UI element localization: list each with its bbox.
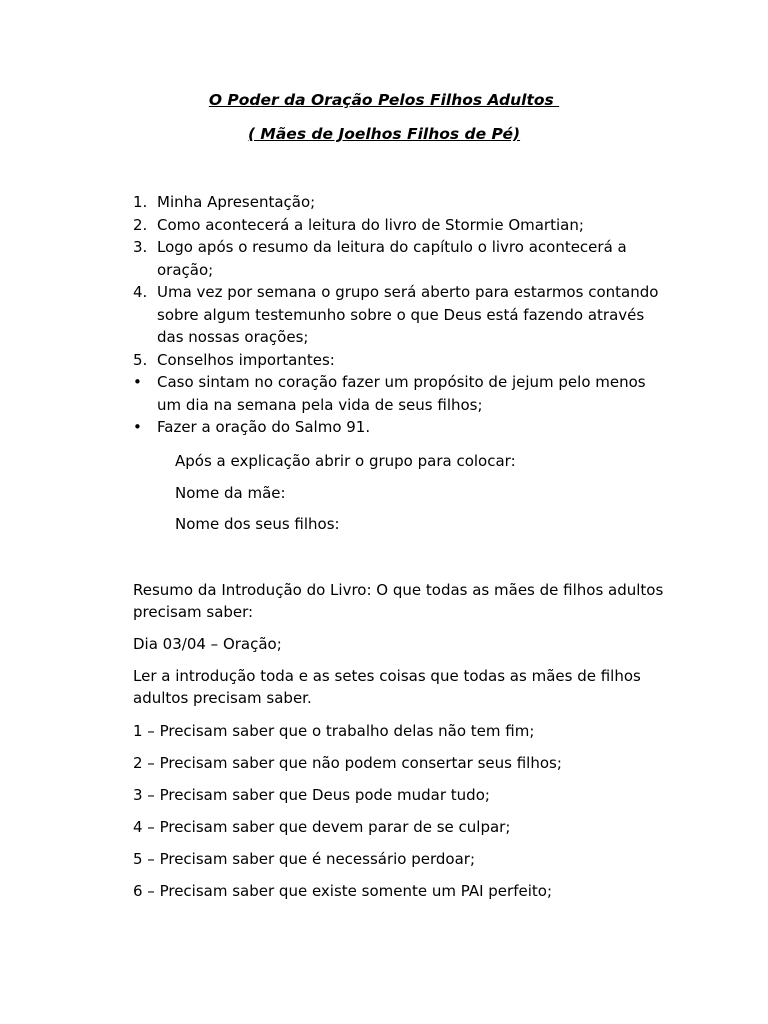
document-title: O Poder da Oração Pelos Filhos Adultos [208, 91, 560, 109]
instruction-line: Após a explicação abrir o grupo para colocar: [175, 452, 516, 470]
summary-point: 4 – Precisam saber que devem parar de se culpar; [133, 818, 511, 836]
list-item-text: Minha Apresentação; [157, 193, 316, 211]
list-item [133, 236, 673, 281]
summary-point: 3 – Precisam saber que Deus pode mudar tudo; [133, 786, 490, 804]
list-item [133, 349, 673, 372]
bullet-icon: • [133, 418, 142, 436]
children-names-label: Nome dos seus filhos: [175, 515, 340, 533]
bullet-item-text: Caso sintam no coração fazer um propósito de jejum pelo menos um dia na semana pela vida de seus filhos; [157, 373, 646, 414]
summary-point: 6 – Precisam saber que existe somente um PAI perfeito; [133, 882, 552, 900]
list-item-text: Uma vez por semana o grupo será aberto para estarmos contando sobre algum testemunho sobre o que Deus está fazendo através das nossas orações; [157, 283, 659, 346]
list-number: 2. [133, 215, 148, 234]
summary-read: Ler a introdução toda e as setes coisas que todas as mães de filhos adultos precisam saber. [133, 667, 641, 707]
summary-point: 5 – Precisam saber que é necessário perdoar; [133, 850, 476, 868]
agenda-list [133, 191, 673, 439]
document-subtitle: ( Mães de Joelhos Filhos de Pé) [247, 125, 521, 143]
summary-day: Dia 03/04 – Oração; [133, 635, 282, 653]
summary-intro: Resumo da Introdução do Livro: O que todas as mães de filhos adultos precisam saber: [133, 581, 664, 621]
bullet-item-text: Fazer a oração do Salmo 91. [157, 418, 371, 436]
list-item-text: Logo após o resumo da leitura do capítulo o livro acontecerá a oração; [157, 238, 627, 279]
mother-name-label: Nome da mãe: [175, 484, 286, 502]
summary-point: 2 – Precisam saber que não podem consertar seus filhos; [133, 754, 562, 772]
list-item [133, 191, 673, 214]
summary-point: 1 – Precisam saber que o trabalho delas não tem fim; [133, 722, 535, 740]
bullet-item [133, 416, 673, 439]
list-number: 4. [133, 283, 148, 301]
list-item-text: Conselhos importantes: [157, 350, 335, 369]
bullet-icon: • [133, 373, 142, 391]
list-number: 1. [133, 193, 148, 211]
list-item [133, 281, 673, 349]
list-item-text: Como acontecerá a leitura do livro de Stormie Omartian; [157, 215, 584, 234]
bullet-item [133, 371, 673, 416]
list-number: 5. [133, 350, 148, 369]
list-number: 3. [133, 238, 148, 256]
list-item [133, 214, 673, 237]
